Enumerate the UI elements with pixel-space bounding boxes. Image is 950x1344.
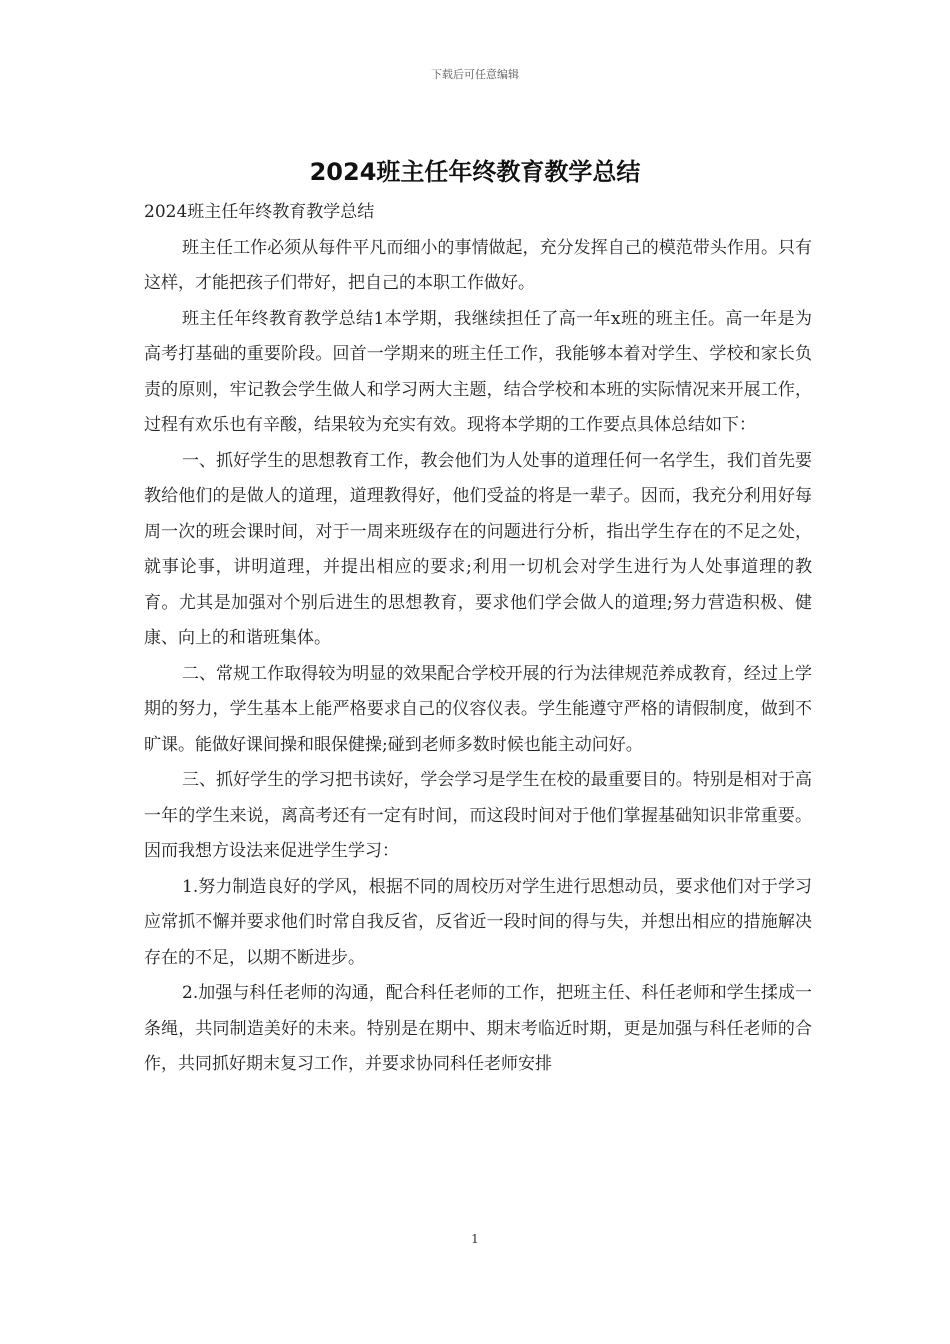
body-paragraph: 班主任工作必须从每件平凡而细小的事情做起，充分发挥自己的模范带头作用。只有这样，才能把孩子们带好，把自己的本职工作做好。: [144, 237, 812, 293]
body-paragraph: 一、抓好学生的思想教育工作，教会他们为人处事的道理任何一名学生，我们首先要教给他们的是做人的道理，道理教得好，他们受益的将是一辈子。因而，我充分利用好每周一次的班会课时间，对于一周来班级存在的问题进行分析，指出学生存在的不足之处，就事论事，讲明道理，并提出相应的要求;利用一切机会对学生进行为人处事道理的教育。尤其是加强对个别后进生的思想教育，要求他们学会做人的道理;努力营造积极、健康、向上的和谐班集体。: [144, 450, 812, 648]
body-paragraph: 三、抓好学生的学习把书读好，学会学习是学生在校的最重要目的。特别是相对于高一年的学生来说，离高考还有一定有时间，而这段时间对于他们掌握基础知识非常重要。因而我想方设法来促进学生学习：: [144, 770, 812, 861]
body-paragraph: 2.加强与科任老师的沟通，配合科任老师的工作，把班主任、科任老师和学生揉成一条绳，共同制造美好的未来。特别是在期中、期末考临近时期，更是加强与科任老师的合作，共同抓好期末复习工作，并要求协同科任老师安排: [144, 983, 812, 1074]
body-paragraph: 二、常规工作取得较为明显的效果配合学校开展的行为法律规范养成教育，经过上学期的努力，学生基本上能严格要求自己的仪容仪表。学生能遵守严格的请假制度，做到不旷课。能做好课间操和眼保健操;碰到老师多数时候也能主动问好。: [144, 663, 812, 755]
subtitle-paragraph: 2024班主任年终教育教学总结: [144, 202, 375, 222]
document-title: 2024班主任年终教育教学总结: [309, 158, 641, 186]
page-number: 1: [471, 1232, 479, 1246]
header-note: 下载后可任意编辑: [431, 68, 519, 81]
body-paragraph: 1.努力制造良好的学风，根据不同的周校历对学生进行思想动员，要求他们对于学习应常抓不懈并要求他们时常自我反省，反省近一段时间的得与失，并想出相应的措施解决存在的不足，以期不断进步。: [144, 876, 812, 968]
body-paragraph: 班主任年终教育教学总结1本学期，我继续担任了高一年x班的班主任。高一年是为高考打基础的重要阶段。回首一学期来的班主任工作，我能够本着对学生、学校和家长负责的原则，牢记教会学生做人和学习两大主题，结合学校和本班的实际情况来开展工作，过程有欢乐也有辛酸，结果较为充实有效。现将本学期的工作要点具体总结如下：: [144, 308, 812, 435]
document-body: [144, 195, 812, 1083]
